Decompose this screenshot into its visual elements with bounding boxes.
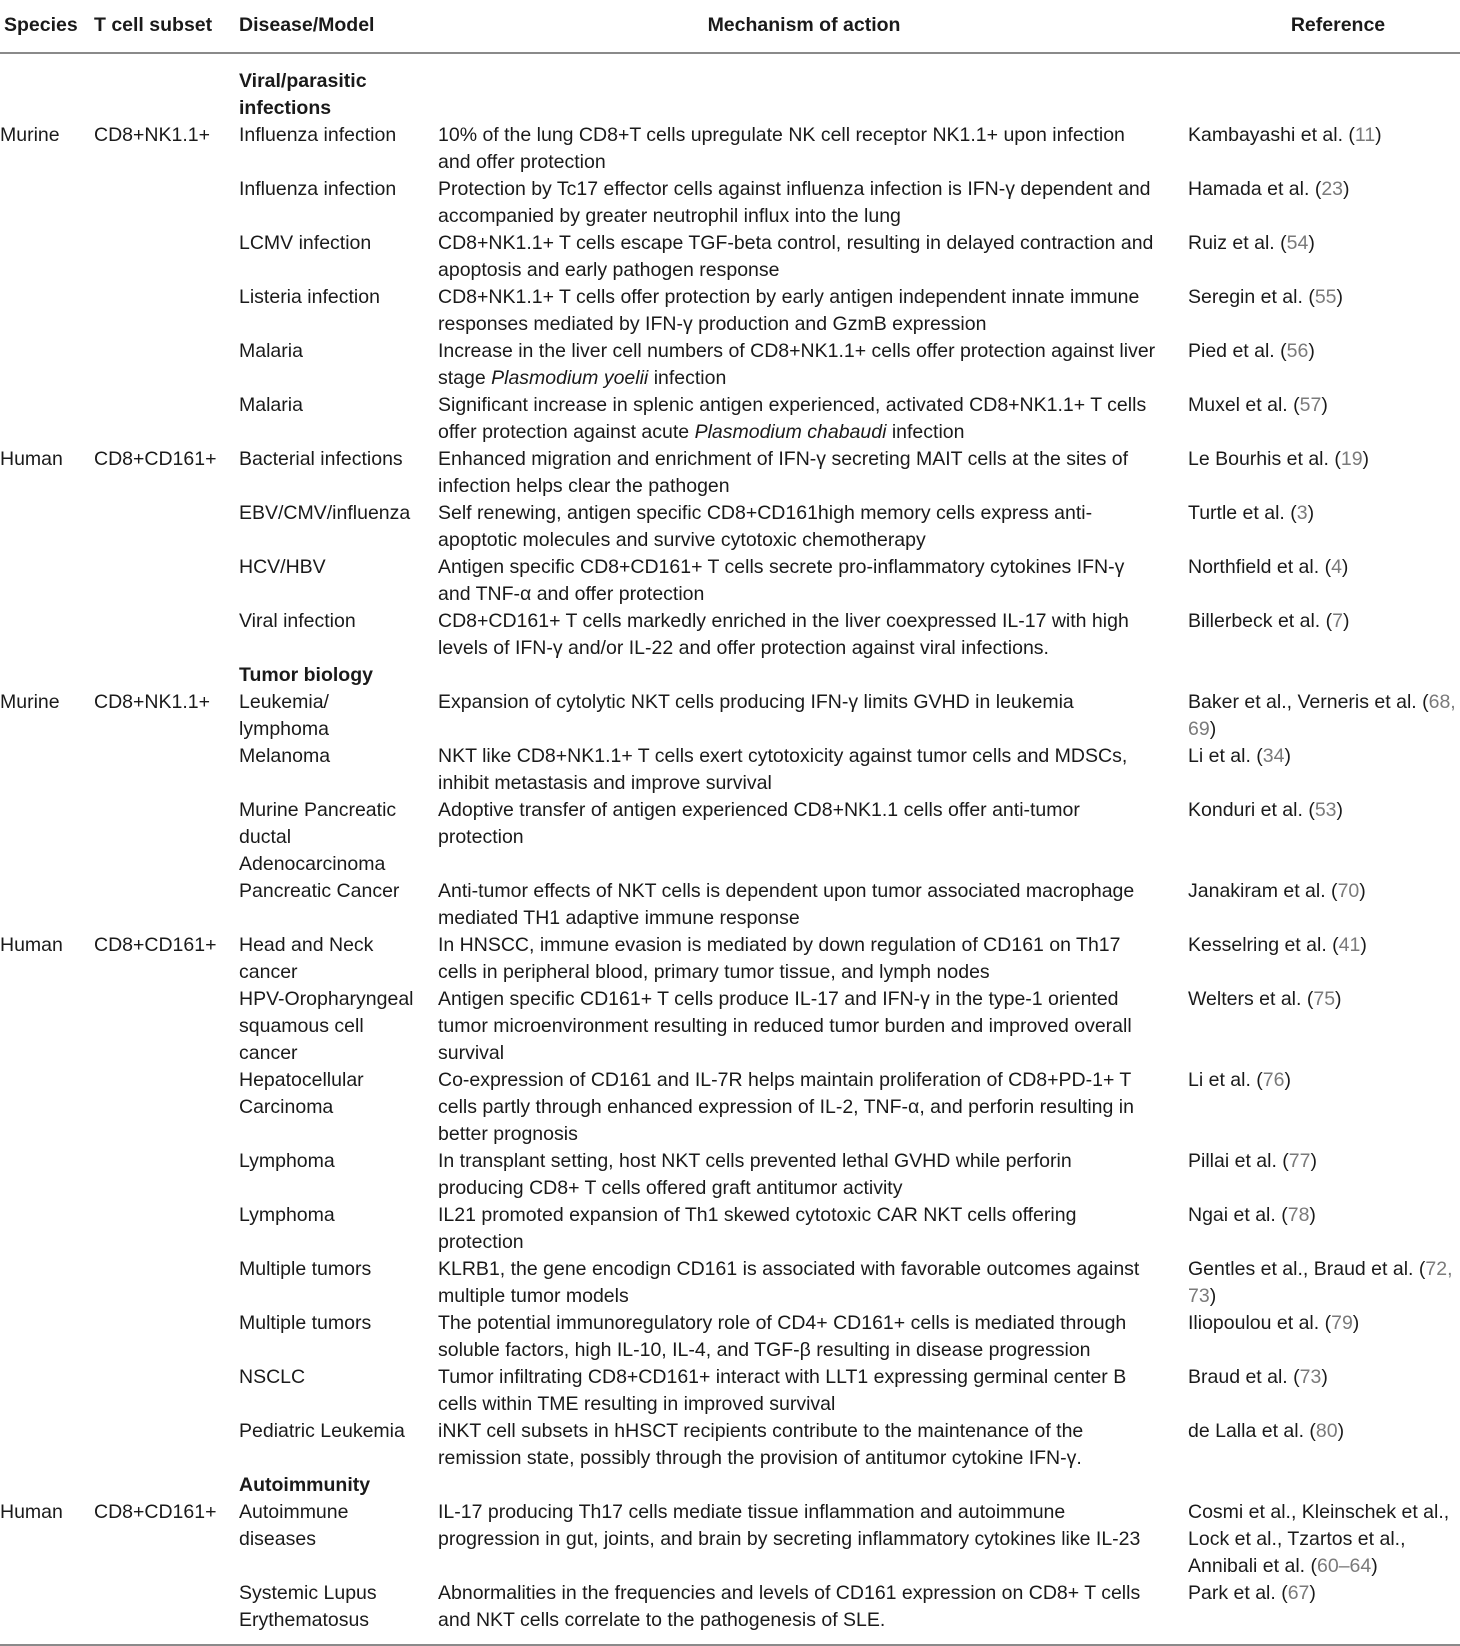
reference-cell: [1180, 1202, 1460, 1256]
reference-cell: [1180, 689, 1460, 743]
t-cell-subset-cell: [90, 1202, 235, 1256]
reference-close-paren: ): [1343, 178, 1350, 200]
mechanism-text: Co-expression of CD161 and IL-7R helps maintain proliferation of CD8+PD-1+ T cells partly through enhanced expression of IL-2, TNF-α, and perforin resulting in better prognosis: [438, 1069, 1134, 1145]
mechanism-text: Abnormalities in the frequencies and levels of CD161 expression on CD8+ T cells and NKT cells correlate to the pathogenesis of SLE.: [438, 1582, 1141, 1631]
disease-cell: Hepatocellular Carcinoma: [239, 1069, 364, 1118]
reference-authors: Muxel et al. (: [1188, 394, 1300, 416]
mechanism-text: CD8+NK1.1+ T cells offer protection by early antigen independent innate immune responses mediated by IFN-γ production and GzmB expression: [438, 286, 1140, 335]
mechanism-text: Self renewing, antigen specific CD8+CD161high memory cells express anti-apoptotic molecules and survive cytotoxic chemotherapy: [438, 502, 1093, 551]
header-reference: Reference: [1180, 0, 1460, 53]
reference-close-paren: ): [1375, 124, 1382, 146]
species-cell: [0, 743, 90, 797]
reference-close-paren: ): [1371, 1555, 1378, 1577]
t-cell-subset-cell: [90, 1067, 235, 1148]
species-cell: [0, 1418, 90, 1472]
reference-cell: [1180, 1418, 1460, 1472]
reference-number-link[interactable]: 72, 73: [1188, 1258, 1453, 1307]
reference-number-link[interactable]: 57: [1299, 394, 1322, 416]
table-row: [0, 932, 1460, 986]
disease-cell: Pediatric Leukemia: [239, 1420, 405, 1442]
reference-number-link[interactable]: 41: [1338, 934, 1361, 956]
t-cell-subset-cell: [90, 554, 235, 608]
reference-cell: [1180, 878, 1460, 932]
t-cell-subset-cell: CD8+NK1.1+: [94, 691, 210, 713]
section-row: [0, 53, 1460, 122]
reference-close-paren: ): [1343, 610, 1350, 632]
reference-number-link[interactable]: 53: [1314, 799, 1337, 821]
species-cell: [0, 608, 90, 662]
reference-cell: [1180, 1499, 1460, 1580]
t-cell-subset-cell: [90, 743, 235, 797]
header-mechanism: Mechanism of action: [428, 0, 1180, 53]
reference-number-link[interactable]: 11: [1354, 124, 1376, 146]
mechanism-cell: [428, 1256, 1180, 1310]
t-cell-subset-cell: [90, 878, 235, 932]
mechanism-cell: [428, 1148, 1180, 1202]
table-row: [0, 1148, 1460, 1202]
disease-cell: Influenza infection: [239, 178, 397, 200]
disease-cell: Lymphoma: [239, 1150, 335, 1172]
t-cell-subset-cell: [90, 608, 235, 662]
reference-cell: [1180, 122, 1460, 176]
species-cell: [0, 338, 90, 392]
disease-cell: Pancreatic Cancer: [239, 880, 400, 902]
species-cell: [0, 500, 90, 554]
mechanism-cell: [428, 1067, 1180, 1148]
table-row: [0, 392, 1460, 446]
mechanism-cell: [428, 500, 1180, 554]
table-row: [0, 1310, 1460, 1364]
mechanism-cell: [428, 689, 1180, 743]
reference-close-paren: ): [1284, 1069, 1291, 1091]
reference-authors: Li et al. (: [1188, 745, 1263, 767]
disease-cell: Malaria: [239, 340, 303, 362]
mechanism-text: CD8+NK1.1+ T cells escape TGF-beta control, resulting in delayed contraction and apoptosis and early pathogen response: [438, 232, 1154, 281]
t-cell-subset-cell: [90, 1418, 235, 1472]
species-cell: [0, 1202, 90, 1256]
reference-authors: Pillai et al. (: [1188, 1150, 1289, 1172]
species-cell: Human: [0, 1501, 63, 1523]
disease-cell: Systemic Lupus Erythematosus: [235, 1580, 428, 1645]
disease-cell: LCMV infection: [239, 232, 372, 254]
mechanism-cell: [428, 554, 1180, 608]
reference-authors: Iliopoulou et al. (: [1188, 1312, 1332, 1334]
section-row: [0, 1472, 1460, 1499]
reference-cell: [1180, 554, 1460, 608]
table-row: [0, 554, 1460, 608]
table-row: [0, 284, 1460, 338]
t-cell-subset-cell: CD8+CD161+: [94, 448, 217, 470]
reference-number-link[interactable]: 68, 69: [1188, 691, 1456, 740]
section-heading: Tumor biology: [239, 664, 373, 686]
mechanism-text: Adoptive transfer of antigen experienced CD8+NK1.1 cells offer anti-tumor protection: [438, 799, 1080, 848]
table-row: [0, 797, 1460, 878]
mechanism-text: Expansion of cytolytic NKT cells producing IFN-γ limits GVHD in leukemia: [438, 691, 1074, 713]
species-cell: [0, 986, 90, 1067]
reference-number-link[interactable]: 23: [1321, 178, 1344, 200]
table-row: [0, 338, 1460, 392]
reference-close-paren: ): [1308, 340, 1315, 362]
t-cell-subset-cell: [90, 176, 235, 230]
table-row: [0, 1499, 1460, 1580]
species-cell: [0, 1067, 90, 1148]
mechanism-cell: [428, 338, 1180, 392]
reference-close-paren: ): [1336, 286, 1344, 308]
mechanism-text: Enhanced migration and enrichment of IFN-γ secreting MAIT cells at the sites of infection helps clear the pathogen: [438, 448, 1129, 497]
reference-authors: Le Bourhis et al. (: [1188, 448, 1341, 470]
mechanism-text: 10% of the lung CD8+T cells upregulate NK cell receptor NK1.1+ upon infection and offer protection: [438, 124, 1125, 173]
t-cell-subset-cell: [90, 230, 235, 284]
mechanism-cell: [428, 176, 1180, 230]
reference-cell: [1180, 1148, 1460, 1202]
mechanism-cell: [428, 932, 1180, 986]
mechanism-text: Increase in the liver cell numbers of CD8+NK1.1+ cells offer protection against liver stage: [438, 340, 1156, 389]
species-cell: [0, 554, 90, 608]
reference-close-paren: ): [1360, 934, 1367, 956]
section-row: [0, 662, 1460, 689]
reference-authors: Northfield et al. (: [1188, 556, 1332, 578]
disease-cell: Multiple tumors: [239, 1258, 372, 1280]
table-row: [0, 446, 1460, 500]
reference-cell: [1180, 1067, 1460, 1148]
reference-number-link[interactable]: 73: [1299, 1366, 1322, 1388]
reference-close-paren: ): [1309, 1582, 1316, 1604]
mechanism-cell: [428, 1580, 1180, 1645]
reference-close-paren: ): [1337, 1420, 1345, 1442]
reference-cell: [1180, 176, 1460, 230]
reference-number-link[interactable]: 70: [1337, 880, 1360, 902]
reference-number-link[interactable]: 67: [1287, 1582, 1310, 1604]
mechanism-cell: [428, 986, 1180, 1067]
disease-cell: Murine Pancreatic ductal Adenocarcinoma: [239, 799, 397, 875]
species-cell: Human: [0, 448, 63, 470]
species-cell: Murine: [0, 124, 60, 146]
reference-authors: Gentles et al., Braud et al. (: [1188, 1258, 1426, 1280]
reference-authors: Ruiz et al. (: [1188, 232, 1287, 254]
table-body: [0, 53, 1460, 1645]
table-row: [0, 743, 1460, 797]
mechanism-text: Antigen specific CD8+CD161+ T cells secrete pro-inflammatory cytokines IFN-γ and TNF-α and offer protection: [438, 556, 1125, 605]
mechanism-cell: [428, 122, 1180, 176]
disease-cell: NSCLC: [239, 1366, 306, 1388]
table-row: [0, 1202, 1460, 1256]
reference-authors: Konduri et al. (: [1188, 799, 1315, 821]
t-cell-subset-cell: [90, 338, 235, 392]
mechanism-cell: [428, 230, 1180, 284]
header-row: [0, 0, 1460, 53]
reference-close-paren: ): [1336, 799, 1344, 821]
mechanism-text: In transplant setting, host NKT cells prevented lethal GVHD while perforin producing CD8+ T cells offered graft antitumor activity: [438, 1150, 1072, 1199]
species-name-italic: Plasmodium yoelii: [491, 367, 649, 389]
table-row: [0, 1364, 1460, 1418]
disease-cell: Listeria infection: [239, 286, 380, 308]
reference-close-paren: ): [1359, 880, 1366, 902]
t-cell-subset-cell: [90, 500, 235, 554]
reference-authors: Cosmi et al., Kleinschek et al., Lock et al., Tzartos et al., Annibali et al. (: [1188, 1501, 1450, 1577]
mechanism-text: NKT like CD8+NK1.1+ T cells exert cytotoxicity against tumor cells and MDSCs, inhibit metastasis and improve survival: [438, 745, 1128, 794]
mechanism-cell: [428, 392, 1180, 446]
species-cell: [0, 1256, 90, 1310]
disease-cell: HCV/HBV: [239, 556, 326, 578]
t-cell-subset-cell: [90, 986, 235, 1067]
t-cell-subset-cell: [90, 392, 235, 446]
reference-authors: Baker et al., Verneris et al. (: [1188, 691, 1429, 713]
mechanism-cell: [428, 1310, 1180, 1364]
reference-authors: Hamada et al. (: [1188, 178, 1322, 200]
species-cell: [0, 1364, 90, 1418]
reference-close-paren: ): [1321, 1366, 1328, 1388]
mechanism-text: Significant increase in splenic antigen experienced, activated CD8+NK1.1+ T cells offer protection against acute: [438, 394, 1147, 443]
reference-authors: Li et al. (: [1188, 1069, 1263, 1091]
mechanism-text: In HNSCC, immune evasion is mediated by down regulation of CD161 on Th17 cells in peripheral blood, primary tumor tissue, and lymph nodes: [438, 934, 1121, 983]
table-row: [0, 1418, 1460, 1472]
disease-cell: Influenza infection: [239, 124, 397, 146]
disease-cell: Melanoma: [239, 745, 331, 767]
reference-number-link[interactable]: 75: [1313, 988, 1336, 1010]
t-cell-subset-cell: [90, 1310, 235, 1364]
reference-number-link[interactable]: 4: [1331, 556, 1342, 578]
reference-cell: [1180, 500, 1460, 554]
section-heading: Autoimmunity: [239, 1474, 371, 1496]
reference-number-link[interactable]: 55: [1314, 286, 1337, 308]
table-row: [0, 1067, 1460, 1148]
mechanism-text: IL21 promoted expansion of Th1 skewed cytotoxic CAR NKT cells offering protection: [438, 1204, 1077, 1253]
reference-close-paren: ): [1335, 988, 1342, 1010]
mechanism-text: infection: [886, 421, 965, 443]
disease-cell: Malaria: [239, 394, 303, 416]
table-row: [0, 122, 1460, 176]
reference-authors: Braud et al. (: [1188, 1366, 1300, 1388]
reference-number-link[interactable]: 34: [1262, 745, 1285, 767]
reference-authors: Seregin et al. (: [1188, 286, 1315, 308]
reference-number-link[interactable]: 79: [1331, 1312, 1353, 1334]
mechanism-cell: [428, 608, 1180, 662]
species-cell: [0, 284, 90, 338]
reference-cell: [1180, 797, 1460, 878]
reference-close-paren: ): [1341, 556, 1349, 578]
table-header: [0, 0, 1460, 53]
t-cell-subset-cell: [90, 797, 235, 878]
disease-cell: Head and Neck cancer: [239, 934, 374, 983]
disease-cell: HPV-Oropharyngeal squamous cell cancer: [239, 988, 414, 1064]
disease-cell: Bacterial infections: [239, 448, 403, 470]
reference-number-link[interactable]: 78: [1287, 1204, 1310, 1226]
reference-authors: Ngai et al. (: [1188, 1204, 1288, 1226]
reference-cell: [1180, 986, 1460, 1067]
reference-authors: Welters et al. (: [1188, 988, 1314, 1010]
reference-cell: [1180, 1256, 1460, 1310]
table-row: [0, 230, 1460, 284]
reference-authors: Park et al. (: [1188, 1582, 1288, 1604]
reference-authors: de Lalla et al. (: [1188, 1420, 1316, 1442]
reference-cell: [1180, 608, 1460, 662]
disease-cell: Leukemia/ lymphoma: [239, 691, 329, 740]
header-disease-model: Disease/Model: [235, 0, 428, 53]
t-cell-subset-cell: CD8+CD161+: [94, 934, 217, 956]
disease-cell: Multiple tumors: [239, 1312, 372, 1334]
mechanism-text: Tumor infiltrating CD8+CD161+ interact with LLT1 expressing germinal center B cells within TME resulting in improved survival: [438, 1366, 1127, 1415]
reference-cell: [1180, 1310, 1460, 1364]
mechanism-text: infection: [648, 367, 727, 389]
reference-cell: [1180, 392, 1460, 446]
species-cell: [0, 176, 90, 230]
t-cell-subset-cell: CD8+NK1.1+: [94, 124, 210, 146]
reference-cell: [1180, 338, 1460, 392]
mechanism-cell: [428, 878, 1180, 932]
reference-authors: Kambayashi et al. (: [1188, 124, 1355, 146]
t-cell-subset-cell: [90, 1364, 235, 1418]
reference-cell: [1180, 1580, 1460, 1645]
mechanism-text: iNKT cell subsets in hHSCT recipients contribute to the maintenance of the remission state, possibly through the provision of antitumor cytokine IFN-γ.: [438, 1420, 1084, 1469]
reference-close-paren: ): [1209, 1285, 1217, 1307]
header-t-cell-subset: T cell subset: [90, 0, 235, 53]
reference-authors: Kesselring et al. (: [1188, 934, 1339, 956]
reference-number-link[interactable]: 3: [1296, 502, 1308, 524]
reference-number-link[interactable]: 54: [1286, 232, 1309, 254]
mechanism-cell: [428, 1364, 1180, 1418]
reference-number-link[interactable]: 19: [1340, 448, 1363, 470]
species-cell: [0, 878, 90, 932]
reference-cell: [1180, 284, 1460, 338]
reference-close-paren: ): [1309, 1204, 1316, 1226]
reference-cell: [1180, 743, 1460, 797]
reference-cell: [1180, 1364, 1460, 1418]
reference-authors: Janakiram et al. (: [1188, 880, 1338, 902]
mechanism-text: KLRB1, the gene encodign CD161 is associated with favorable outcomes against multiple tumor models: [438, 1258, 1140, 1307]
table-row: [0, 608, 1460, 662]
reference-close-paren: ): [1310, 1150, 1317, 1172]
reference-authors: Pied et al. (: [1188, 340, 1287, 362]
reference-close-paren: ): [1362, 448, 1370, 470]
t-cell-subset-cell: [90, 1148, 235, 1202]
table-row: [0, 176, 1460, 230]
reference-authors: Billerbeck et al. (: [1188, 610, 1333, 632]
species-cell: [0, 230, 90, 284]
reference-close-paren: ): [1308, 232, 1315, 254]
mechanism-cell: [428, 284, 1180, 338]
reference-close-paren: ): [1209, 718, 1217, 740]
reference-number-link[interactable]: 60–64: [1317, 1555, 1372, 1577]
t-cell-subset-cell: [90, 1580, 235, 1645]
table-row: [0, 689, 1460, 743]
disease-cell: EBV/CMV/influenza: [239, 502, 411, 524]
table-row: [0, 1256, 1460, 1310]
species-name-italic: Plasmodium chabaudi: [694, 421, 887, 443]
disease-cell: Viral infection: [239, 610, 356, 632]
reference-number-link[interactable]: 56: [1286, 340, 1309, 362]
mechanism-text: Antigen specific CD161+ T cells produce IL-17 and IFN-γ in the type-1 oriented tumor microenvironment resulting in reduced tumor burden and improved overall survival: [438, 988, 1132, 1064]
t-cell-subset-cell: [90, 284, 235, 338]
species-cell: [0, 1310, 90, 1364]
species-cell: Murine: [0, 691, 60, 713]
reference-close-paren: ): [1284, 745, 1291, 767]
reference-close-paren: ): [1307, 502, 1315, 524]
reference-authors: Turtle et al. (: [1188, 502, 1297, 524]
table-row: [0, 1580, 1460, 1645]
table-row: [0, 878, 1460, 932]
disease-cell: Autoimmune diseases: [239, 1501, 349, 1550]
mechanism-cell: [428, 1499, 1180, 1580]
mechanism-text: Protection by Tc17 effector cells against influenza infection is IFN-γ dependent and accompanied by greater neutrophil influx into the lung: [438, 178, 1151, 227]
mechanism-cell: [428, 743, 1180, 797]
reference-number-link[interactable]: 7: [1332, 610, 1343, 632]
mechanism-text: IL-17 producing Th17 cells mediate tissue inflammation and autoimmune progression in gut, joints, and brain by secreting inflammatory cytokines like IL-23: [438, 1501, 1141, 1550]
reference-close-paren: ): [1321, 394, 1328, 416]
species-cell: [0, 1148, 90, 1202]
mechanism-text: Anti-tumor effects of NKT cells is dependent upon tumor associated macrophage mediated TH1 adaptive immune response: [438, 880, 1135, 929]
mechanism-text: CD8+CD161+ T cells markedly enriched in the liver coexpressed IL-17 with high levels of IFN-γ and/or IL-22 and offer protection against viral infections.: [438, 610, 1129, 659]
mechanism-cell: [428, 797, 1180, 878]
table-row: [0, 986, 1460, 1067]
reference-cell: [1180, 446, 1460, 500]
species-cell: Human: [0, 934, 63, 956]
table-row: [0, 500, 1460, 554]
t-cell-subset-cell: CD8+CD161+: [94, 1501, 217, 1523]
header-species: Species: [0, 0, 90, 53]
mechanism-text: The potential immunoregulatory role of CD4+ CD161+ cells is mediated through soluble factors, high IL-10, IL-4, and TGF-β resulting in disease progression: [438, 1312, 1127, 1361]
disease-cell: Lymphoma: [239, 1204, 335, 1226]
mechanism-cell: [428, 1418, 1180, 1472]
species-cell: [0, 797, 90, 878]
reference-number-link[interactable]: 77: [1288, 1150, 1311, 1172]
reference-cell: [1180, 230, 1460, 284]
t-cell-subset-cell: [90, 1256, 235, 1310]
section-heading: Viral/parasitic infections: [239, 70, 367, 119]
reference-number-link[interactable]: 80: [1315, 1420, 1338, 1442]
reference-cell: [1180, 932, 1460, 986]
species-cell: [0, 1580, 90, 1645]
reference-number-link[interactable]: 76: [1262, 1069, 1285, 1091]
mechanism-cell: [428, 446, 1180, 500]
reference-close-paren: ): [1352, 1312, 1360, 1334]
mechanism-cell: [428, 1202, 1180, 1256]
species-cell: [0, 392, 90, 446]
